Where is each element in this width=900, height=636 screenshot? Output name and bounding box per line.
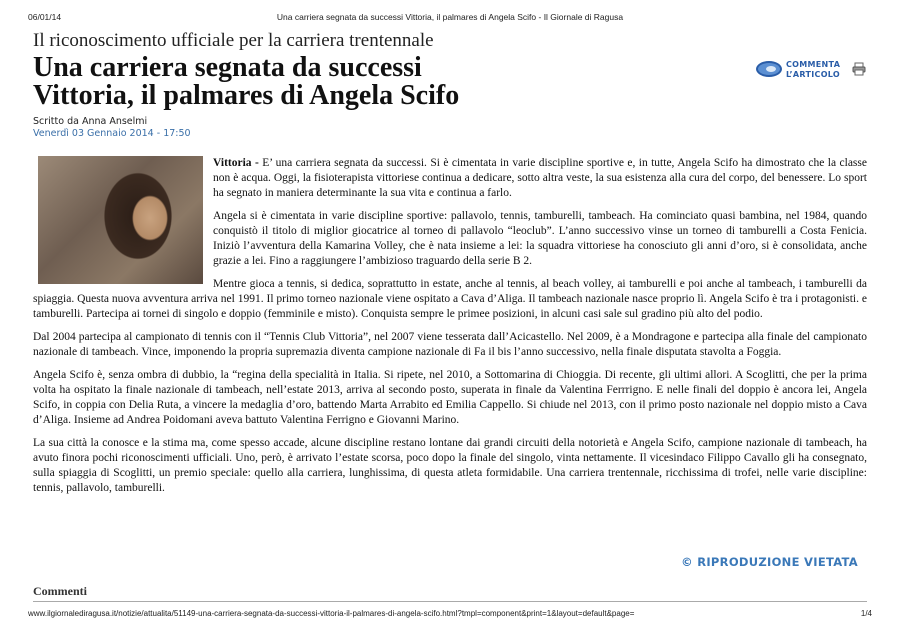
- headline-line-2: Vittoria, il palmares di Angela Scifo: [33, 80, 460, 111]
- comments-heading: Commenti: [33, 584, 87, 598]
- comment-button-label-2: L’ARTICOLO: [786, 70, 841, 79]
- lead-label: Vittoria -: [213, 157, 259, 169]
- article-paragraph: Angela Scifo è, senza ombra di dubbio, la “regina della specialità in Italia. Si ripete, nel 2010, a Sottomarina di Chioggia. Di recente, gli ultimi allori. A Scoglitti, che per la prima volta ha ospitato la finale nazionale di tambeach, nell’estate 2013, arriva al secondo posto, superata in finale da Valentina Ferrrigno. E nelle finali del doppio è ancora lei, Angela Scifo, in coppia con Delia Ruta, a vincere la medaglia d’oro, battendo Marta Arrabito ed Emilia Cappello. Si chiude nel 2013, con il primo posto nazionale nel doppio misto a Cava d’Aliga. Insieme ad Andrea Poidomani aveva battuto Valentina Ferrigno e Giovanni Marino.: [33, 369, 867, 426]
- article-paragraph: La sua città la conosce e la stima ma, come spesso accade, alcune discipline restano lontane dai grandi circuiti della notorietà e Angela Scifo, campione nazionale di tambeach, ha avuto finora pochi riconoscimenti ufficiali. Uno, però, è arrivato l’estate scorsa, poco dopo la finale del singolo, vinta nettamente. Il vicesindaco Filippo Cavallo gli ha consegnato, sulla spiaggia di Scoglitti, un premio speciale: quello alla carriera, lunghissima, di questa atleta formidabile. Una carriera trentennale, ricchissima di trofei, nelle varie discipline: tennis, pallavolo, tamburelli.: [33, 437, 867, 494]
- print-date: 06/01/14: [28, 12, 62, 22]
- page-number: 1/4: [860, 609, 872, 618]
- article-paragraph: Angela si è cimentata in varie discipline sportive: pallavolo, tennis, tamburelli, tambeach. Ha cominciato quasi bambina, nel 1984, quando conquistò il titolo di miglior giocatrice al torneo di pallavolo “leoclub”. L’anno successivo vinse un torneo di tamburelli a Costa Fenicia. Iniziò l’avventura della Kamarina Volley, che è nata insieme a lei: la squadra vittoriese ha conosciuto gli anni d’oro, si è consolidata, anche grazie a lei. Fino a raggiungere l’ambizioso traguardo della serie B 2.: [213, 210, 867, 267]
- article-date: Venerdì 03 Gennaio 2014 - 17:50: [33, 128, 191, 139]
- comment-article-button[interactable]: [756, 58, 846, 82]
- article-paragraph: Dal 2004 partecipa al campionato di tennis con il “Tennis Club Vittoria”, nel 2007 viene tesserata dall’Acicastello. Nel 2009, è a Mondragone e partecipa alla finale del campionato nazionale di tambeach. Vince, imponendo la propria supremazia diventa campione nazionale di Fa il bis l’anno successivo, nella finale disputata stavolta a Foggia.: [33, 331, 867, 358]
- article-overtitle: Il riconoscimento ufficiale per la carriera trentennale: [33, 30, 434, 51]
- divider: [33, 601, 867, 602]
- article-paragraph: Vittoria - E’ una carriera segnata da successi. Si è cimentata in varie discipline sportive e, in tutte, Angela Scifo ha dimostrato che la classe non è acqua. Oggi, la fisioterapista vittoriese continua a dedicare, sotto altra veste, la sua esistenza alla cura del corpo, del benessere. Lo sport ha segnato in maniera determinante la sua vita e continua a farlo.: [213, 157, 867, 199]
- article-headline: [33, 54, 459, 110]
- article-paragraph: Mentre gioca a tennis, si dedica, soprattutto in estate, anche al tennis, al beach volley, ai tamburelli e poi anche al tambeach, i tamburelli da spiaggia. Questa nuova avventura arriva nel 1991. Il primo torneo nazionale viene ospitato a Cava d’Aliga. Il tambeach nazionale nasce proprio lì. Angela Scifo è tra i protagonisti. e tamburelli. Partecipa ai tornei di singolo e doppio (femminile e misto). Conquista sempre le primee posizioni, in alcuni casi sale sul gradino più alto del podio.: [33, 278, 867, 320]
- comment-button-label-1: COMMENTA: [786, 60, 841, 69]
- printer-icon[interactable]: [852, 62, 866, 76]
- speech-bubble-icon: [756, 61, 782, 77]
- print-footer: [0, 609, 900, 623]
- article-body: [33, 156, 867, 504]
- copyright-notice: © RIPRODUZIONE VIETATA: [681, 555, 858, 569]
- print-header: [0, 12, 900, 26]
- article-author: Scritto da Anna Anselmi: [33, 116, 148, 127]
- print-page-title: Una carriera segnata da successi Vittoria, il palmares di Angela Scifo - Il Giornale di Ragusa: [276, 12, 624, 22]
- page-url: www.ilgiornalediragusa.it/notizie/attualita/51149-una-carriera-segnata-da-successi-vittoria-il-palmares-di-angela-scifo.html?tmpl=component&print=1&layout=default&page=: [28, 609, 635, 618]
- headline-line-1: Una carriera segnata da successi: [33, 52, 422, 83]
